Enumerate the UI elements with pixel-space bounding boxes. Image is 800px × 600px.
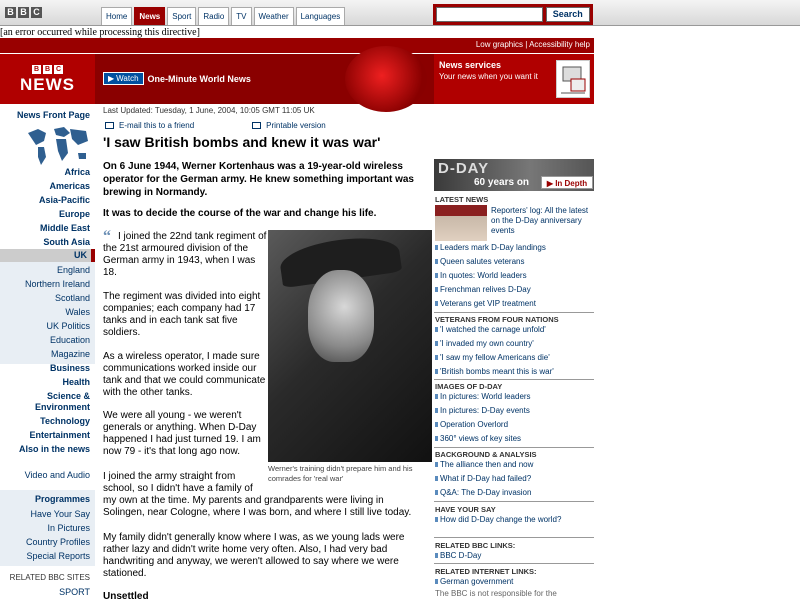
paragraph-line: As a wireless operator, I made sure [103, 351, 260, 362]
dday-sidebar [434, 159, 594, 600]
watch-promo[interactable] [103, 72, 251, 85]
envelope-icon [105, 122, 114, 129]
paragraph-line: German army in 1943, when I was [103, 255, 256, 266]
subheading: Unsettled [103, 591, 149, 600]
news-banner [0, 54, 594, 104]
veterans-heading: VETERANS FROM FOUR NATIONS [435, 315, 559, 324]
images-link[interactable]: Operation Overlord [440, 420, 509, 429]
paragraph-line: now 79 - it's that long ago now. [103, 446, 240, 457]
featured-link[interactable]: Reporters' log: All the latest on the D-Day anniversary events [491, 206, 589, 235]
bbc-news-logo[interactable] [0, 54, 95, 104]
images-link[interactable]: In pictures: World leaders [440, 392, 531, 401]
paragraph-line: companies; each company had 17 [103, 303, 256, 314]
nav-middle-east[interactable]: Middle East [39, 223, 90, 233]
related-internet-heading: RELATED INTERNET LINKS: [435, 567, 537, 576]
paragraph-line: handwriting and anyway, we weren't allowed to say where we were [103, 556, 399, 567]
article-intro-2: It was to decide the course of the war and change his life. [103, 208, 377, 219]
logo-letter: B [44, 66, 51, 73]
last-updated: Last Updated: Tuesday, 1 June, 2004, 10:05 GMT 11:05 UK [103, 106, 315, 115]
article-intro: On 6 June 1944, Werner Kortenhaus was a 19-year-old wireless operator for the German army. He knew something important was brewing in Normandy. [103, 161, 414, 198]
nav-uk-politics[interactable]: UK Politics [46, 321, 90, 331]
utility-strip [0, 38, 594, 53]
bbc-logo-letter: B [5, 7, 16, 18]
latest-link[interactable]: Leaders mark D-Day landings [440, 243, 546, 252]
background-heading: BACKGROUND & ANALYSIS [435, 450, 537, 459]
nav-wales[interactable]: Wales [65, 307, 90, 317]
bbc-logo-letter: C [31, 7, 42, 18]
disclaimer: The BBC is not responsible for the [435, 589, 557, 598]
have-your-say-heading: HAVE YOUR SAY [435, 505, 496, 514]
dday-title: D-DAY [438, 160, 490, 177]
background-link[interactable]: The alliance then and now [440, 460, 534, 469]
in-depth-button[interactable]: ▶ In Depth [541, 176, 593, 189]
headline: 'I saw British bombs and knew it was war' [103, 134, 381, 150]
section-divider [434, 563, 594, 564]
paragraph-line: rather lazy and didn't write home very often. Also, I had very bad [103, 544, 388, 555]
related-sites-heading: RELATED BBC SITES [9, 573, 90, 582]
tab-news[interactable]: News [134, 7, 165, 25]
watch-title[interactable]: One-Minute World News [147, 73, 251, 84]
section-divider [434, 379, 594, 380]
related-bbc-link[interactable]: BBC D-Day [440, 551, 482, 560]
print-link-label: Printable version [266, 121, 326, 130]
tab-tv[interactable]: TV [231, 7, 251, 25]
news-services-title[interactable]: News services [439, 60, 502, 70]
nav-health[interactable]: Health [62, 377, 90, 387]
logo-word: NEWS [20, 75, 75, 94]
watch-label: Watch [116, 74, 139, 83]
nav-video-audio[interactable]: Video and Audio [24, 470, 90, 480]
related-internet-link[interactable]: German government [440, 577, 514, 586]
related-bbc-heading: RELATED BBC LINKS: [435, 541, 516, 550]
dday-banner[interactable] [434, 159, 594, 191]
nav-special-reports[interactable]: Special Reports [26, 551, 90, 561]
nav-sport[interactable]: SPORT [59, 587, 90, 597]
watch-badge[interactable] [103, 72, 144, 85]
veterans-link[interactable]: 'I invaded my own country' [440, 339, 534, 348]
tab-languages[interactable]: Languages [296, 7, 346, 25]
tab-radio[interactable]: Radio [198, 7, 229, 25]
play-icon: ▶ [108, 74, 115, 83]
images-heading: IMAGES OF D-DAY [435, 382, 503, 391]
print-link[interactable] [252, 121, 326, 130]
tab-weather[interactable]: Weather [254, 7, 294, 25]
nav-uk[interactable]: UK [74, 250, 87, 260]
news-services-sub: Your news when you want it [439, 72, 538, 81]
quote-icon: “ [103, 228, 111, 245]
paragraph-line: stationed. [103, 568, 147, 579]
veterans-link[interactable]: 'I saw my fellow Americans die' [440, 353, 550, 362]
nav-programmes[interactable]: Programmes [34, 494, 90, 504]
paragraph-line: with the other tanks. [103, 387, 193, 398]
paragraph-line: the 21st armoured division of the [103, 243, 249, 254]
veterans-link[interactable]: 'I watched the carnage unfold' [440, 325, 546, 334]
nav-entertainment[interactable]: Entertainment [29, 430, 90, 440]
latest-link[interactable]: Veterans get VIP treatment [440, 299, 536, 308]
veteran-thumbnail[interactable] [435, 205, 487, 241]
latest-link[interactable]: In quotes: World leaders [440, 271, 527, 280]
section-divider [434, 312, 594, 313]
veterans-link[interactable]: 'British bombs meant this is war' [440, 367, 554, 376]
email-link[interactable] [105, 121, 194, 130]
latest-link[interactable]: Queen salutes veterans [440, 257, 525, 266]
nav-news-front-page[interactable]: News Front Page [16, 110, 90, 120]
nav-south-asia[interactable]: South Asia [43, 237, 90, 247]
latest-news-heading: LATEST NEWS [435, 195, 489, 204]
email-link-label: E-mail this to a friend [119, 121, 195, 130]
nav-asia-pacific[interactable]: Asia-Pacific [38, 195, 90, 205]
soldier-photo [268, 230, 432, 462]
world-map-icon [24, 123, 92, 167]
paragraph-line: We were all young - we weren't [103, 410, 242, 421]
nav-northern-ireland[interactable]: Northern Ireland [24, 279, 90, 289]
in-depth-label: In Depth [555, 179, 588, 188]
paragraph-line: generals or anything. When D-Day [103, 422, 257, 433]
nav-magazine[interactable]: Magazine [50, 349, 90, 359]
photo-caption: Werner's training didn't prepare him and his comrades for 'real war' [268, 464, 413, 483]
paragraph-line: communications worked inside our [103, 363, 257, 374]
paragraph-line: My family didn't generally know where I was, as we young lads were [103, 532, 405, 543]
section-divider [434, 501, 594, 502]
nav-in-pictures[interactable]: In Pictures [47, 523, 90, 533]
nav-have-your-say[interactable]: Have Your Say [30, 509, 90, 519]
paragraph-line: I joined the 22nd tank regiment of [118, 231, 267, 242]
left-nav [0, 104, 95, 600]
nav-europe[interactable]: Europe [58, 209, 90, 219]
images-link[interactable]: 360° views of key sites [440, 434, 522, 443]
paragraph-line: tanks and in each tank sat five [103, 315, 238, 326]
bbc-logo[interactable] [5, 7, 42, 18]
printer-icon [252, 122, 261, 129]
nav-tabs [101, 7, 345, 25]
paragraph-line: soldiers. [103, 327, 141, 338]
logo-letter: B [33, 66, 40, 73]
nav-americas[interactable]: Americas [49, 181, 90, 191]
paragraph-line: school, so I didn't have a family of [103, 483, 253, 494]
paragraph-line: tank and that we could communicate [103, 375, 266, 386]
nav-education[interactable]: Education [49, 335, 90, 345]
nav-technology[interactable]: Technology [40, 416, 90, 426]
paragraph-line: The regiment was divided into eight [103, 291, 261, 302]
tab-sport[interactable]: Sport [167, 7, 196, 25]
search-button[interactable]: Search [546, 7, 590, 22]
search-input[interactable] [436, 7, 543, 22]
nav-country-profiles[interactable]: Country Profiles [25, 537, 90, 547]
top-nav-bar [0, 0, 800, 26]
bbc-logo-letter: B [18, 7, 29, 18]
nav-science[interactable]: Science & [46, 391, 90, 401]
section-divider [434, 447, 594, 448]
nav-also-in-the-news[interactable]: Also in the news [18, 444, 90, 454]
nav-environment[interactable]: Environment [34, 402, 90, 412]
have-your-say-link[interactable]: How did D-Day change the world? [440, 515, 562, 524]
images-link[interactable]: In pictures: D-Day events [440, 406, 530, 415]
logo-letter: C [55, 66, 62, 73]
nav-business[interactable]: Business [49, 363, 90, 373]
background-link[interactable]: What if D-Day had failed? [440, 474, 532, 483]
paragraph-line: happened I had just turned 19. I am [103, 434, 261, 445]
globe-graphic [345, 46, 427, 112]
nav-africa[interactable]: Africa [64, 167, 90, 177]
paragraph-line: 18. [103, 267, 117, 278]
error-message: [an error occurred while processing this directive] [0, 27, 200, 38]
tab-home[interactable]: Home [101, 7, 132, 25]
section-divider [434, 537, 594, 538]
article [100, 104, 430, 600]
background-link[interactable]: Q&A: The D-Day invasion [440, 488, 532, 497]
latest-link[interactable]: Frenchman relives D-Day [440, 285, 531, 294]
dday-subtitle: 60 years on [474, 177, 530, 188]
news-services-promo[interactable] [434, 54, 594, 104]
paragraph-line: I joined the army straight from [103, 471, 236, 482]
nav-england[interactable]: England [56, 265, 90, 275]
nav-scotland[interactable]: Scotland [54, 293, 90, 303]
paragraph-line: my own at the time. My parents and grandparents were living in [103, 495, 384, 506]
search-box [433, 4, 593, 25]
devices-icon [556, 60, 590, 98]
paragraph-line: Solingen, near Cologne, where I was born, and where I still live today. [103, 507, 412, 518]
photo-face-shape [308, 270, 374, 362]
utility-links[interactable]: Low graphics | Accessibility help [475, 40, 590, 49]
article-tools [105, 121, 326, 130]
